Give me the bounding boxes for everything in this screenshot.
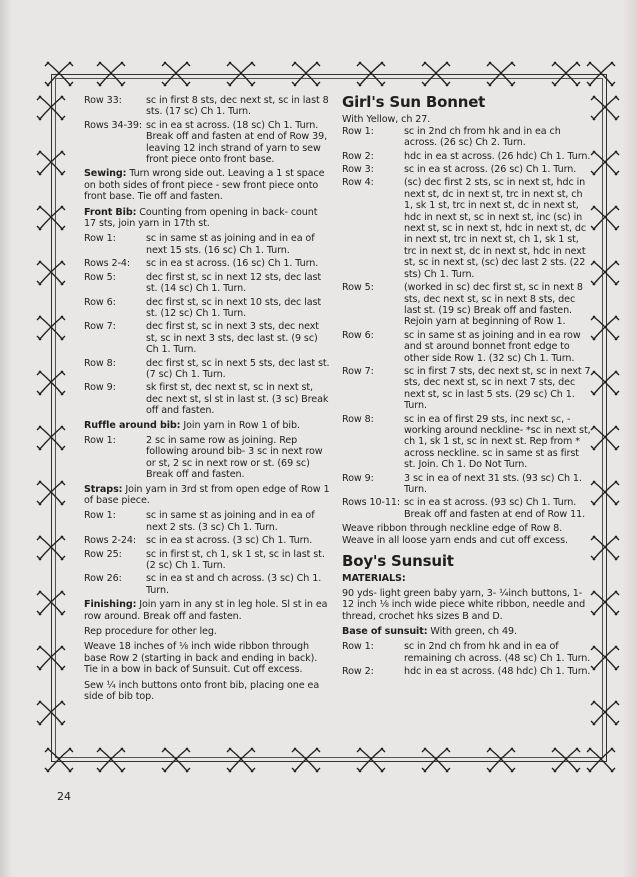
row-text: sc in ea st across. (26 sc) Ch 1. Turn. <box>404 164 577 176</box>
cross-ornament-icon <box>422 62 450 86</box>
row-text: sc in 2nd ch from hk and in ea ch across. (26 sc) Ch 2. Turn. <box>404 125 561 149</box>
cross-ornament-icon <box>591 426 619 450</box>
row-text: dec first st, sc in next 3 sts, dec next st, sc in next 3 sts, dec last st. (9 sc) Ch 1. Turn. <box>146 321 319 356</box>
cross-ornament-icon <box>227 748 255 772</box>
row-text: sk first st, dec next st, sc in next st, dec next st, sl st in last st. (3 sc) Break off and fasten. <box>146 382 329 417</box>
page-number: 24 <box>57 790 71 803</box>
instruction-row <box>84 435 332 481</box>
row-label: Row 33: <box>84 95 122 106</box>
cross-ornament-icon <box>487 62 515 86</box>
instruction-row <box>84 382 332 416</box>
ruffle-heading: Ruffle around bib: <box>84 419 181 431</box>
cross-ornament-icon <box>37 701 65 725</box>
row-text: sc in ea st across. (3 sc) Ch 1. Turn. <box>146 535 313 547</box>
materials-text: 90 yds- light green baby yarn, 3- ¼inch buttons, 1-12 inch ⅛ inch wide piece white ribbon, needle and thread, crochet hks sizes B and D. <box>342 587 586 622</box>
instruction-row <box>84 321 332 355</box>
instruction-row <box>342 282 592 328</box>
row-label: Row 1: <box>84 510 116 522</box>
page-left-shadow <box>0 0 12 877</box>
instruction-row <box>84 297 332 320</box>
row-text: (worked in sc) dec first st, sc in next 8 sts, dec next st, sc in next 8 sts, dec last st. (19 sc) Break off and fasten. Rejoin yarn at beginning of Row 1. <box>404 282 583 328</box>
cross-ornament-icon <box>357 62 385 86</box>
row-label: Row 9: <box>342 472 374 484</box>
row-label: Row 26: <box>84 573 122 585</box>
straps-heading: Straps: <box>84 483 123 495</box>
cross-ornament-icon <box>37 316 65 340</box>
row-label: Row 3: <box>342 164 374 176</box>
row-text: sc in ea st across. (18 sc) Ch 1. Turn. Break off and fasten at end of Row 39, leaving 12 inch strand of yarn to sew front piece onto front base. <box>146 119 328 166</box>
row-label: Row 6: <box>342 329 374 341</box>
cross-ornament-icon <box>37 481 65 505</box>
finishing-paragraph <box>84 599 332 622</box>
cross-ornament-icon <box>591 96 619 120</box>
cross-ornament-icon <box>227 62 255 86</box>
row-text: 3 sc in ea of next 31 sts. (93 sc) Ch 1. Turn. <box>404 472 582 495</box>
instruction-row <box>84 535 332 546</box>
cross-ornament-icon <box>37 371 65 395</box>
instruction-row <box>342 414 592 471</box>
cross-ornament-icon <box>37 151 65 175</box>
base-heading: Base of sunsuit: <box>342 626 428 638</box>
cross-ornament-icon <box>552 62 580 86</box>
cross-ornament-icon <box>587 62 615 86</box>
cross-ornament-icon <box>591 701 619 725</box>
cross-ornament-icon <box>591 591 619 615</box>
row-text: sc in same st as joining and in ea row and st around bonnet front edge to other side Row 1. (32 sc) Ch 1. Turn. <box>404 329 581 364</box>
instruction-row <box>84 95 332 118</box>
instruction-row <box>84 272 332 295</box>
front-bib-paragraph <box>84 207 332 230</box>
instruction-row <box>342 151 592 162</box>
cross-ornament-icon <box>591 536 619 560</box>
row-label: Row 1: <box>342 125 374 137</box>
instruction-row <box>342 177 592 280</box>
cross-ornament-icon <box>37 591 65 615</box>
instruction-row <box>342 641 592 664</box>
row-label: Row 8: <box>342 413 374 425</box>
cross-ornament-icon <box>37 261 65 285</box>
cross-ornament-icon <box>37 536 65 560</box>
row-label: Rows 2-24: <box>84 535 137 547</box>
cross-ornament-icon <box>591 646 619 670</box>
instruction-row <box>84 120 332 166</box>
cross-ornament-icon <box>45 62 73 86</box>
row-label: Row 8: <box>84 357 116 369</box>
row-text: sc in same st as joining and in ea of next 2 sts. (3 sc) Ch 1. Turn. <box>146 510 315 533</box>
straps-paragraph <box>84 484 332 507</box>
row-text: dec first st, sc in next 10 sts, dec last st. (12 sc) Ch 1. Turn. <box>146 296 322 319</box>
cross-ornament-icon <box>292 748 320 772</box>
instruction-row <box>84 549 332 572</box>
ruffle-paragraph <box>84 420 332 431</box>
row-text: (sc) dec first 2 sts, sc in next st, hdc in next st, dc in next st, trc in next st, ch 1, sk 1 st, trc in next st, dc in next st, hdc in next st, sc in next st, inc (sc) in next st, sc in next st, hdc in next st, dc in next st, trc in next st, ch 1, sk 1 st, trc in next st, dc in next st, hdc in next st, sc in next st, (sc) dec last 2 sts. (22 sts) Ch 1. Turn. <box>404 177 587 280</box>
instruction-row <box>84 510 332 533</box>
cross-ornament-icon <box>162 748 190 772</box>
boys-sunsuit-title: Boy's Sunsuit <box>342 552 454 571</box>
cross-ornament-icon <box>591 206 619 230</box>
row-text: sc in first st, ch 1, sk 1 st, sc in last st. (2 sc) Ch 1. Turn. <box>146 548 325 572</box>
bonnet-weave-paragraph: Weave ribbon through neckline edge of Row 8. Weave in all loose yarn ends and cut off excess. <box>342 523 568 546</box>
cross-ornament-icon <box>162 62 190 86</box>
row-label: Row 7: <box>342 365 374 377</box>
row-label: Row 25: <box>84 548 122 560</box>
instruction-row <box>342 666 592 677</box>
row-text: sc in ea of first 29 sts, inc next sc, - working around neckline- *sc in next st, ch 1, sk 1 st, sc in next st. Rep from * across neckline. sc in same st as first st. Join. Ch 1. Do Not Turn. <box>404 413 591 471</box>
materials-heading: MATERIALS: <box>342 573 406 585</box>
row-text: sc in first 7 sts, dec next st, sc in next 7 sts, dec next st, sc in next 7 sts, dec next st, sc in last 5 sts. (29 sc) Ch 1. Turn. <box>404 365 591 412</box>
row-label: Row 5: <box>342 282 374 294</box>
row-label: Row 4: <box>342 177 374 189</box>
row-label: Row 6: <box>84 296 116 308</box>
finishing-heading: Finishing: <box>84 599 137 611</box>
front-bib-heading: Front Bib: <box>84 206 137 218</box>
instruction-row <box>342 126 592 149</box>
cross-ornament-icon <box>587 748 615 772</box>
cross-ornament-icon <box>37 646 65 670</box>
cross-ornament-icon <box>552 748 580 772</box>
row-label: Row 2: <box>342 666 374 678</box>
page-right-shadow <box>623 0 637 877</box>
sewing-heading: Sewing: <box>84 168 127 180</box>
instruction-row <box>84 258 332 269</box>
sewing-paragraph <box>84 168 332 202</box>
straps-text: Join yarn in 3rd st from open edge of Row 1 of base piece. <box>84 483 330 506</box>
row-text: sc in ea st and ch across. (3 sc) Ch 1. Turn. <box>146 573 322 596</box>
cross-ornament-icon <box>591 481 619 505</box>
cross-ornament-icon <box>422 748 450 772</box>
cross-ornament-icon <box>591 261 619 285</box>
row-label: Row 7: <box>84 321 116 333</box>
row-text: sc in ea st across. (93 sc) Ch 1. Turn. Break off and fasten at end of Row 11. <box>404 497 586 520</box>
base-text: With green, ch 49. <box>427 626 517 638</box>
instruction-row <box>342 473 592 496</box>
bonnet-intro: With Yellow, ch 27. <box>342 114 431 126</box>
instruction-row <box>84 573 332 596</box>
left-column <box>84 95 332 707</box>
row-label: Row 1: <box>84 434 116 446</box>
instruction-row <box>342 164 592 175</box>
row-text: hdc in ea st across. (48 hdc) Ch 1. Turn. <box>404 666 591 678</box>
cross-ornament-icon <box>357 748 385 772</box>
row-label: Row 1: <box>342 641 374 653</box>
cross-ornament-icon <box>45 748 73 772</box>
row-text: dec first st, sc in next 5 sts, dec last st. (7 sc) Ch 1. Turn. <box>146 357 330 380</box>
cross-ornament-icon <box>591 371 619 395</box>
cross-ornament-icon <box>292 62 320 86</box>
cross-ornament-icon <box>97 62 125 86</box>
cross-ornament-icon <box>487 748 515 772</box>
buttons-paragraph: Sew ¼ inch buttons onto front bib, placing one ea side of bib top. <box>84 679 320 703</box>
repeat-paragraph: Rep procedure for other leg. <box>84 626 217 638</box>
right-column <box>342 95 592 680</box>
row-text: 2 sc in same row as joining. Rep following around bib- 3 sc in next row or st, 2 sc in next row or st. (69 sc) Break off and fasten. <box>146 434 323 481</box>
row-text: sc in ea st across. (16 sc) Ch 1. Turn. <box>146 258 319 270</box>
row-label: Row 5: <box>84 271 116 283</box>
cross-ornament-icon <box>97 748 125 772</box>
row-label: Rows 34-39: <box>84 119 143 131</box>
base-paragraph <box>342 626 592 637</box>
cross-ornament-icon <box>37 426 65 450</box>
instruction-row <box>84 358 332 381</box>
row-text: dec first st, sc in next 12 sts, dec last st. (14 sc) Ch 1. Turn. <box>146 271 322 295</box>
cross-ornament-icon <box>37 96 65 120</box>
row-label: Row 9: <box>84 382 116 394</box>
row-label: Rows 2-4: <box>84 258 131 270</box>
sewing-text: Turn wrong side out. Leaving a 1 st space on both sides of front piece - sew front piece onto front base. Tie off and fasten. <box>84 168 325 203</box>
ruffle-text: Join yarn in Row 1 of bib. <box>180 419 300 431</box>
sun-bonnet-title: Girl's Sun Bonnet <box>342 93 486 111</box>
row-text: sc in 2nd ch from hk and in ea of remaining ch across. (48 sc) Ch 1. Turn. <box>404 641 591 664</box>
row-label: Row 1: <box>84 233 116 245</box>
instruction-row <box>342 366 592 412</box>
instruction-row <box>342 330 592 364</box>
row-label: Row 2: <box>342 150 374 162</box>
finishing-text: Join yarn in any st in leg hole. Sl st in ea row around. Break off and fasten. <box>84 599 328 622</box>
front-bib-text: Counting from opening in back- count 17 sts, join yarn in 17th st. <box>84 206 318 230</box>
row-text: sc in first 8 sts, dec next st, sc in last 8 sts. (17 sc) Ch 1. Turn. <box>146 95 329 118</box>
row-label: Rows 10-11: <box>342 497 401 509</box>
row-text: hdc in ea st across. (26 hdc) Ch 1. Turn. <box>404 150 591 162</box>
cross-ornament-icon <box>37 206 65 230</box>
instruction-row <box>84 233 332 256</box>
instruction-row <box>342 497 592 520</box>
row-text: sc in same st as joining and in ea of next 15 sts. (16 sc) Ch 1. Turn. <box>146 233 315 256</box>
cross-ornament-icon <box>591 151 619 175</box>
cross-ornament-icon <box>591 316 619 340</box>
weave-paragraph: Weave 18 inches of ⅛ inch wide ribbon through base Row 2 (starting in back and ending in back). Tie in a bow in back of Sunsuit. Cut off excess. <box>84 641 318 676</box>
